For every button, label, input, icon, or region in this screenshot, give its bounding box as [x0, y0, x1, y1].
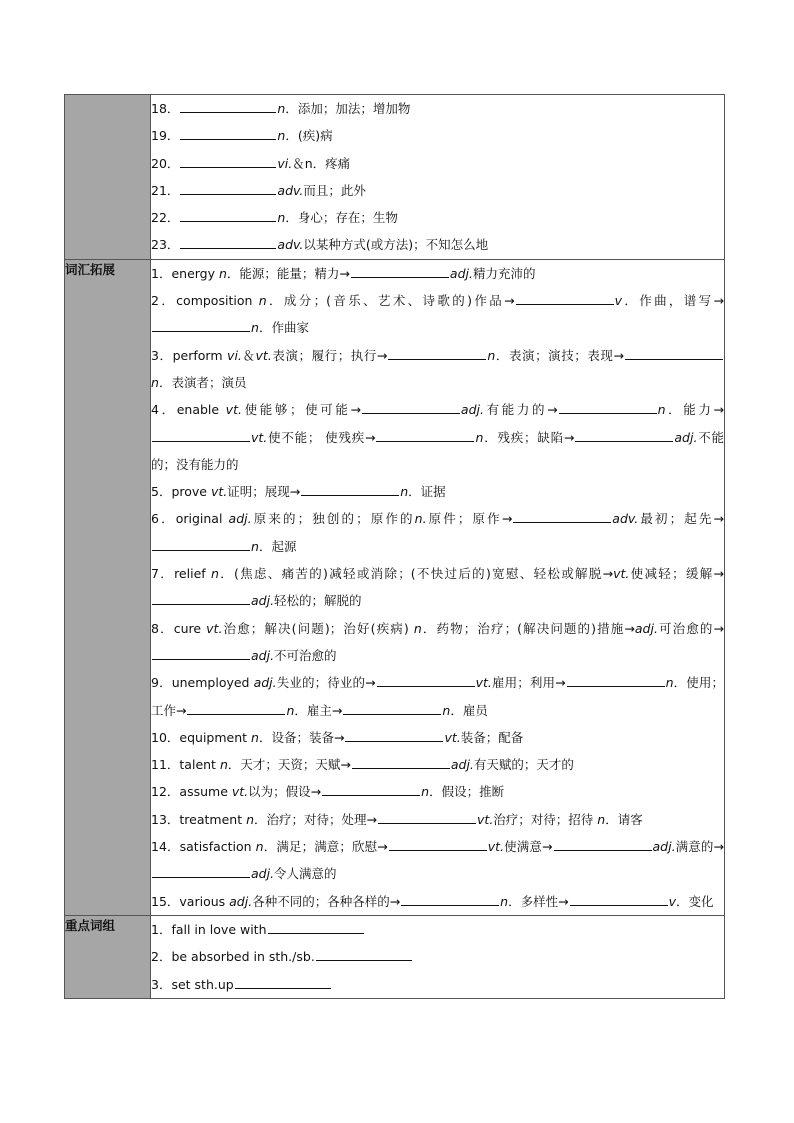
item-text: ．多样性→ [508, 893, 569, 909]
part-of-speech: adj. [450, 757, 474, 773]
part-of-speech: n [251, 538, 259, 554]
item-number: 19． [151, 128, 180, 144]
part-of-speech: n [255, 839, 264, 855]
part-of-speech: adj. [251, 593, 275, 609]
part-of-speech: vt. [231, 784, 249, 800]
answer-blank[interactable] [180, 181, 276, 195]
answer-blank[interactable] [187, 701, 285, 715]
item-text: 失业的；待业的→ [276, 675, 376, 691]
expansion-item [151, 287, 724, 342]
expansion-item [151, 669, 724, 724]
item-text: 装备；配备 [460, 729, 524, 745]
item-text: 以为；假设→ [248, 784, 322, 800]
answer-blank[interactable] [401, 892, 499, 906]
item-text: ．残疾；缺陷→ [483, 429, 575, 445]
item-number: 18． [151, 101, 180, 116]
item-text: 表演；履行；执行→ [271, 347, 388, 363]
part-of-speech: n [286, 702, 295, 718]
part-of-speech: adj. [229, 893, 253, 909]
answer-blank[interactable] [180, 235, 276, 249]
answer-blank[interactable] [570, 892, 668, 906]
part-of-speech: vt. [613, 566, 630, 582]
vocab-list-continued [151, 95, 725, 260]
expansion-item [151, 888, 724, 915]
section-label-phrases: 重点词组 [65, 915, 151, 998]
item-text: 最初；起先→ [638, 511, 724, 527]
expansion-item [151, 478, 724, 505]
item-text: ．(焦虑、痛苦的)减轻或消除；(不快过后的)宽慰、轻松或解脱→ [218, 566, 614, 582]
part-of-speech: adj. [674, 429, 698, 445]
item-text: ．设备；装备→ [258, 729, 345, 745]
expansion-item [151, 833, 724, 888]
definition: 以某种方式(或方法)；不知怎么地 [303, 237, 489, 253]
item-text: 精力充沛的 [472, 265, 536, 281]
part-of-speech: n [487, 347, 496, 363]
answer-blank[interactable] [516, 291, 614, 305]
expansion-item [151, 560, 724, 615]
expansion-item [151, 505, 724, 560]
phrase-item [151, 971, 724, 998]
answer-blank[interactable] [352, 755, 450, 769]
item-text: 原件；原作→ [426, 511, 513, 527]
item-text: 8．cure [151, 620, 207, 636]
part-of-speech: v [668, 893, 676, 909]
item-text: 证明；展现→ [227, 484, 301, 500]
answer-blank[interactable] [152, 537, 250, 551]
part-of-speech: vt. [487, 839, 505, 855]
item-text: ．作曲家 [258, 320, 309, 336]
part-of-speech: vi. [227, 347, 242, 363]
expansion-item [151, 751, 724, 778]
part-of-speech: n [413, 620, 422, 636]
part-of-speech: vt. [255, 347, 272, 363]
item-text: ．治疗；对待；处理→ [254, 811, 378, 827]
vocab-item [151, 95, 724, 122]
vocab-expansion-list [151, 259, 725, 915]
item-text: 5．prove [151, 484, 211, 500]
answer-blank[interactable] [378, 810, 476, 824]
answer-blank[interactable] [268, 920, 364, 934]
section-label-expansion: 词汇拓展 [65, 259, 151, 915]
item-text: 使减轻；缓解→ [629, 566, 724, 582]
part-of-speech: adv. [277, 237, 304, 253]
item-text: ．假设；推断 [429, 784, 505, 800]
item-text: 15．various [151, 893, 230, 909]
expansion-item [151, 615, 724, 670]
part-of-speech: vi. [277, 155, 293, 171]
definition: ．身心；存在；生物 [285, 210, 398, 226]
item-number: 21． [151, 182, 180, 198]
expansion-item [151, 724, 724, 751]
definition: 而且；此外 [303, 182, 366, 198]
part-of-speech: n [400, 484, 409, 500]
part-of-speech: n [442, 702, 451, 718]
item-text: 使满意→ [504, 839, 553, 855]
definition: ．(疾)病 [285, 128, 333, 144]
part-of-speech: adj. [251, 866, 275, 882]
item-text: ．证据 [408, 484, 446, 500]
item-text: 有天赋的；天才的 [473, 757, 574, 773]
expansion-item [151, 396, 724, 478]
part-of-speech: n [251, 729, 259, 745]
item-text: 满意的→ [675, 839, 724, 855]
item-text: ．天才；天资；天赋→ [227, 757, 351, 773]
part-of-speech: adj. [253, 675, 277, 691]
answer-blank[interactable] [180, 99, 276, 113]
answer-blank[interactable] [345, 728, 443, 742]
item-text: 雇用；利用→ [491, 675, 566, 691]
item-text: ．请客 [605, 811, 643, 827]
item-number: 23． [151, 237, 180, 253]
item-text: 令人满意的 [274, 866, 337, 882]
answer-blank[interactable] [351, 264, 449, 278]
item-text: 治疗；对待；招待 [493, 811, 598, 827]
item-text: ．表演者；演员 [158, 374, 247, 390]
part-of-speech: adj. [251, 647, 275, 663]
item-text: 6．original [151, 511, 229, 527]
part-of-speech: n [277, 101, 286, 116]
vocab-item [151, 231, 724, 258]
part-of-speech: n [277, 128, 286, 144]
part-of-speech: n [277, 210, 286, 226]
item-text: 不可治愈的 [274, 647, 337, 663]
part-of-speech: adv. [277, 182, 304, 198]
item-text: 4．enable [151, 402, 226, 418]
phrase-text: 2．be absorbed in sth./sb. [151, 949, 315, 965]
item-text: 不能的；没有能力的 [151, 429, 724, 472]
part-of-speech: vt. [444, 729, 461, 745]
definition: ．添加；加法；增加物 [285, 101, 411, 116]
answer-blank[interactable] [152, 428, 250, 442]
item-text: 各种不同的；各种各样的→ [252, 893, 401, 909]
item-text: 12．assume [151, 784, 232, 800]
section-label-continued [65, 95, 151, 260]
part-of-speech: adj. [449, 265, 473, 281]
answer-blank[interactable] [152, 318, 250, 332]
item-text: ．作曲，谱写→ [621, 293, 724, 309]
answer-blank[interactable] [377, 673, 475, 687]
expansion-item [151, 260, 724, 287]
part-of-speech: n [258, 293, 267, 309]
answer-blank[interactable] [389, 837, 487, 851]
answer-blank[interactable] [376, 428, 474, 442]
part-of-speech: n [665, 675, 674, 691]
part-of-speech: v [614, 293, 622, 309]
part-of-speech: n [500, 893, 509, 909]
answer-blank[interactable] [152, 646, 250, 660]
item-number: 20． [151, 155, 180, 171]
phrase-text: 1．fall in love with [151, 921, 267, 937]
item-text: 轻松的；解脱的 [274, 593, 362, 609]
item-text: ．变化 [676, 893, 714, 909]
expansion-item [151, 806, 724, 833]
part-of-speech: n. [414, 511, 427, 527]
item-text: 11．talent [151, 757, 220, 773]
vocab-item [151, 122, 724, 149]
item-text: ．雇主→ [294, 702, 343, 718]
section-row-expansion [65, 259, 725, 915]
section-row-continued [65, 95, 725, 260]
part-of-speech: n [421, 784, 430, 800]
part-of-speech: adj. [228, 511, 252, 527]
phrase-text: 3．set sth.up [151, 976, 234, 992]
item-text: 使能够；使可能→ [241, 402, 361, 418]
answer-blank[interactable] [575, 428, 673, 442]
part-of-speech: adj. [634, 620, 658, 636]
part-of-speech: n [251, 320, 259, 336]
item-text: ．表演；演技；表现→ [495, 347, 624, 363]
part-of-speech: adj. [652, 839, 676, 855]
item-text: ．雇员 [450, 702, 488, 718]
vocab-item [151, 204, 724, 231]
answer-blank[interactable] [513, 509, 611, 523]
answer-blank[interactable] [180, 126, 276, 140]
item-text: ．能源；能量；精力→ [226, 265, 350, 281]
item-text: 使不能； 使残疾→ [267, 429, 376, 445]
part-of-speech: n [657, 402, 666, 418]
part-of-speech: adj. [460, 402, 484, 418]
expansion-item [151, 778, 724, 805]
item-text: 可治愈的→ [657, 620, 725, 636]
vocab-item [151, 150, 724, 177]
item-text: 3．perform [151, 347, 228, 363]
key-phrases-list [151, 915, 725, 998]
answer-blank[interactable] [625, 346, 723, 360]
part-of-speech: n [597, 811, 606, 827]
answer-blank[interactable] [301, 482, 399, 496]
section-row-phrases [65, 915, 725, 998]
part-of-speech: n [151, 374, 159, 390]
item-text: 7．relief [151, 566, 211, 582]
part-of-speech: adv. [612, 511, 639, 527]
item-text: 10．equipment [151, 729, 252, 745]
answer-blank[interactable] [554, 837, 652, 851]
item-text: 有能力的→ [483, 402, 558, 418]
item-text: 1．energy [151, 265, 219, 281]
worksheet-table [64, 94, 725, 999]
part-of-speech: vt. [475, 675, 492, 691]
phrase-item [151, 916, 724, 943]
item-text: 原来的；独创的；原作的 [251, 511, 415, 527]
answer-blank[interactable] [316, 947, 412, 961]
answer-blank[interactable] [362, 400, 460, 414]
part-of-speech: vt. [206, 620, 223, 636]
item-text: 13．treatment [151, 811, 247, 827]
part-of-speech: vt. [210, 484, 228, 500]
part-of-speech: n [218, 265, 227, 281]
part-of-speech: n [219, 757, 228, 773]
answer-blank[interactable] [559, 400, 657, 414]
part-of-speech: n [210, 566, 219, 582]
part-of-speech: vt. [251, 429, 268, 445]
item-text: ．能力→ [665, 402, 724, 418]
answer-blank[interactable] [322, 782, 420, 796]
part-of-speech: n [475, 429, 484, 445]
answer-blank[interactable] [152, 591, 250, 605]
item-text: 9．unemployed [151, 675, 254, 691]
item-text: 14．satisfaction [151, 839, 256, 855]
item-text: ．起源 [258, 538, 297, 554]
item-text: ．满足；满意；欣慰→ [263, 839, 388, 855]
answer-blank[interactable] [567, 673, 665, 687]
part-of-speech: vt. [225, 402, 242, 418]
answer-blank[interactable] [388, 346, 486, 360]
vocab-item [151, 177, 724, 204]
item-number: 22． [151, 210, 180, 226]
phrase-item [151, 943, 724, 970]
item-text: ＆ [241, 347, 256, 363]
item-text: ．成分；(音乐、艺术、诗歌的)作品→ [266, 293, 515, 309]
expansion-item [151, 342, 724, 397]
item-text: 2．composition [151, 293, 259, 309]
part-of-speech: vt. [477, 811, 494, 827]
item-text: 治愈；解决(问题)；治好(疾病) [222, 620, 414, 636]
item-text: ．使用；工作→ [151, 675, 724, 718]
answer-blank[interactable] [152, 864, 250, 878]
part-of-speech: n [246, 811, 255, 827]
definition: ＆n．疼痛 [292, 155, 351, 171]
answer-blank[interactable] [180, 154, 276, 168]
answer-blank[interactable] [235, 975, 331, 989]
item-text: ．药物；治疗；(解决问题的)措施→ [421, 620, 635, 636]
answer-blank[interactable] [343, 701, 441, 715]
answer-blank[interactable] [180, 208, 276, 222]
